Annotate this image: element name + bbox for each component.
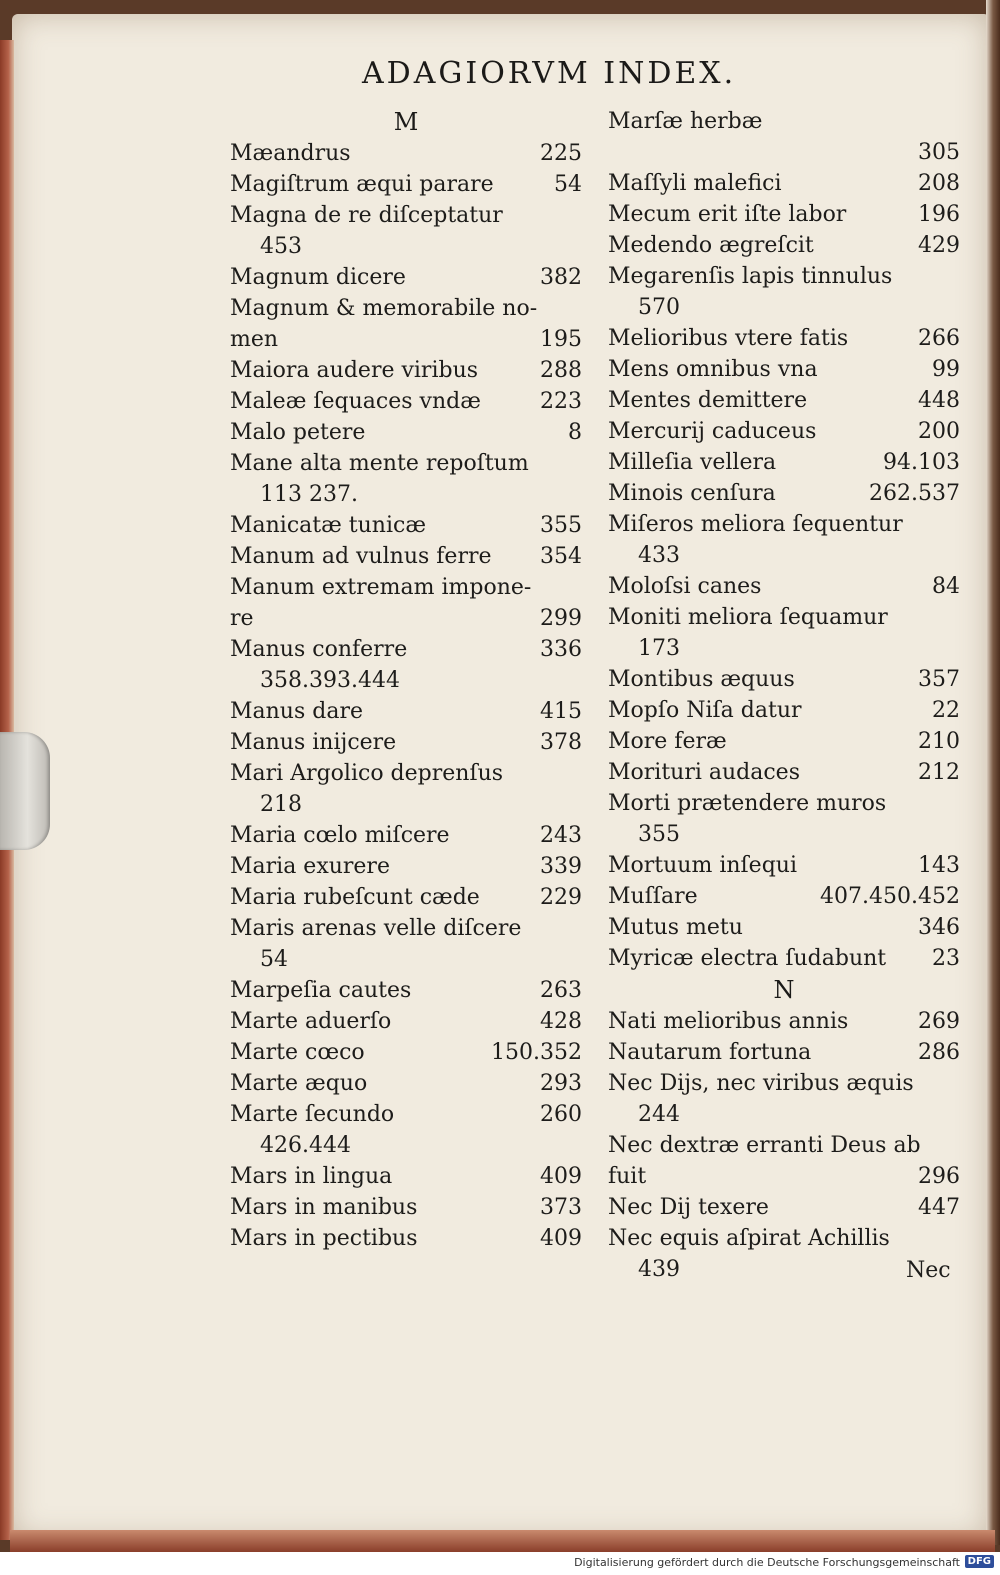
entry-continuation: 453 xyxy=(260,234,302,259)
entry-continuation: 244 xyxy=(638,1102,680,1127)
entry-page-number: 263 xyxy=(540,978,582,1003)
entry-page-number: 448 xyxy=(918,388,960,413)
entry-page-number: 212 xyxy=(918,760,960,785)
entry-term: Medendo ægreſcit xyxy=(608,233,814,258)
index-entry xyxy=(608,1130,960,1161)
index-entry xyxy=(608,230,960,261)
index-entry xyxy=(230,1099,582,1130)
index-entry xyxy=(230,603,582,634)
entry-term: Marte aduerſo xyxy=(230,1009,392,1034)
page-edge-right xyxy=(986,0,1000,1545)
entry-term: Mars in pectibus xyxy=(230,1226,418,1251)
index-entry xyxy=(230,1068,582,1099)
entry-term: Nec Dijs, nec viribus æquis xyxy=(608,1071,914,1096)
running-header: ADAGIORVM INDEX. xyxy=(362,56,737,91)
entry-page-number: 293 xyxy=(540,1071,582,1096)
entry-continuation: 54 xyxy=(260,947,288,972)
entry-term: Magna de re diſceptatur xyxy=(230,203,503,228)
entry-page-number: 409 xyxy=(540,1164,582,1189)
entry-term: Megarenſis lapis tinnulus xyxy=(608,264,893,289)
index-entry xyxy=(230,1161,582,1192)
entry-page-number: 429 xyxy=(918,233,960,258)
entry-term: Marte ſecundo xyxy=(230,1102,395,1127)
index-entry xyxy=(608,509,960,540)
entry-page-number: 229 xyxy=(540,885,582,910)
index-entry xyxy=(608,106,960,137)
index-entry xyxy=(230,851,582,882)
entry-page-number: 200 xyxy=(918,419,960,444)
index-entry xyxy=(608,1037,960,1068)
index-entry xyxy=(608,1006,960,1037)
entry-page-number: 269 xyxy=(918,1009,960,1034)
entry-page-number: 299 xyxy=(540,606,582,631)
entry-page-number: 196 xyxy=(918,202,960,227)
index-entry xyxy=(608,726,960,757)
entry-page-number: 415 xyxy=(540,699,582,724)
index-entry xyxy=(608,1068,960,1099)
book-clip xyxy=(0,732,50,850)
entry-term: Morituri audaces xyxy=(608,760,800,785)
entry-page-number: 262.537 xyxy=(869,481,960,506)
entry-term: Manus conferre xyxy=(230,637,408,662)
index-entry xyxy=(608,943,960,974)
entry-term: Marſæ herbæ xyxy=(608,109,763,134)
entry-term: Nec Dij texere xyxy=(608,1195,769,1220)
entry-page-number: 22 xyxy=(932,698,960,723)
entry-term: Mecum erit iſte labor xyxy=(608,202,847,227)
index-entry xyxy=(230,882,582,913)
entry-continuation: 570 xyxy=(638,295,680,320)
entry-continuation: 173 xyxy=(638,636,680,661)
index-entry xyxy=(230,324,582,355)
entry-term: Myricæ electra ſudabunt xyxy=(608,946,887,971)
entry-term: Montibus æquus xyxy=(608,667,795,692)
entry-term: Nati melioribus annis xyxy=(608,1009,849,1034)
index-entry xyxy=(608,1223,960,1254)
index-entry xyxy=(608,788,960,819)
entry-term: Manus inijcere xyxy=(230,730,397,755)
entry-term: fuit xyxy=(608,1164,647,1189)
index-entry xyxy=(608,695,960,726)
index-entry xyxy=(230,758,582,789)
entry-term: Mane alta mente repoſtum xyxy=(230,451,529,476)
entry-term: Mens omnibus vna xyxy=(608,357,818,382)
index-entry xyxy=(608,664,960,695)
entry-page-number: 354 xyxy=(540,544,582,569)
index-entry xyxy=(230,820,582,851)
entry-term: Marte æquo xyxy=(230,1071,368,1096)
entry-term: Moloſsi canes xyxy=(608,574,762,599)
entry-page-number: 143 xyxy=(918,853,960,878)
index-entry xyxy=(230,355,582,386)
entry-page-number: 195 xyxy=(540,327,582,352)
entry-page-number: 447 xyxy=(918,1195,960,1220)
index-column-left xyxy=(230,106,582,1254)
entry-page-number: 94.103 xyxy=(883,450,960,475)
entry-term: Maſſyli malefici xyxy=(608,171,782,196)
entry-page-number: 260 xyxy=(540,1102,582,1127)
entry-term: Magiſtrum æqui parare xyxy=(230,172,494,197)
entry-term: Marte cœco xyxy=(230,1040,365,1065)
entry-term: More feræ xyxy=(608,729,727,754)
entry-term: Maria exurere xyxy=(230,854,390,879)
entry-term: Maria rubeſcunt cæde xyxy=(230,885,480,910)
section-letter: N xyxy=(773,976,795,1004)
entry-continuation: 439 xyxy=(638,1257,680,1282)
entry-page-number: 84 xyxy=(932,574,960,599)
index-entry xyxy=(230,541,582,572)
section-letter: M xyxy=(393,108,419,136)
index-entry xyxy=(230,200,582,231)
entry-page-number: 210 xyxy=(918,729,960,754)
entry-page-number: 339 xyxy=(540,854,582,879)
index-entry xyxy=(608,323,960,354)
entry-term: Milleſia vellera xyxy=(608,450,777,475)
entry-page-number: 305 xyxy=(918,140,960,165)
entry-continuation: 113 237. xyxy=(260,482,358,507)
index-entry xyxy=(230,1006,582,1037)
entry-term: Muſſare xyxy=(608,884,698,909)
index-entry xyxy=(230,262,582,293)
entry-term: Nautarum fortuna xyxy=(608,1040,812,1065)
entry-term: men xyxy=(230,327,279,352)
entry-page-number: 336 xyxy=(540,637,582,662)
index-entry xyxy=(608,447,960,478)
index-entry xyxy=(230,1037,582,1068)
entry-continuation: 426.444 xyxy=(260,1133,351,1158)
entry-term: Mæandrus xyxy=(230,141,351,166)
index-entry xyxy=(230,975,582,1006)
entry-term: Nec dextræ erranti Deus ab xyxy=(608,1133,921,1158)
entry-term: Malo petere xyxy=(230,420,366,445)
entry-page-number: 296 xyxy=(918,1164,960,1189)
entry-page-number: 382 xyxy=(540,265,582,290)
entry-term: Mutus metu xyxy=(608,915,743,940)
entry-term: Nec equis aſpirat Achillis xyxy=(608,1226,890,1251)
index-column-right xyxy=(608,106,960,1285)
entry-term: Mars in lingua xyxy=(230,1164,393,1189)
index-entry xyxy=(608,385,960,416)
entry-page-number: 346 xyxy=(918,915,960,940)
entry-term: Mari Argolico deprenſus xyxy=(230,761,504,786)
index-entry xyxy=(608,354,960,385)
entry-term: Miſeros meliora ſequentur xyxy=(608,512,903,537)
index-entry xyxy=(608,757,960,788)
entry-page-number: 8 xyxy=(568,420,582,445)
entry-term: Mars in manibus xyxy=(230,1195,418,1220)
entry-page-number: 266 xyxy=(918,326,960,351)
entry-page-number: 223 xyxy=(540,389,582,414)
entry-page-number: 99 xyxy=(932,357,960,382)
index-entry xyxy=(608,912,960,943)
index-entry xyxy=(230,386,582,417)
index-entry xyxy=(230,510,582,541)
catchword: Nec xyxy=(906,1258,951,1283)
index-entry xyxy=(230,1223,582,1254)
index-entry xyxy=(608,261,960,292)
index-entry xyxy=(608,1161,960,1192)
entry-continuation: 358.393.444 xyxy=(260,668,400,693)
index-entry xyxy=(230,293,582,324)
entry-page-number: 243 xyxy=(540,823,582,848)
index-entry xyxy=(230,696,582,727)
entry-term: Melioribus vtere fatis xyxy=(608,326,849,351)
entry-term: Maris arenas velle diſcere xyxy=(230,916,522,941)
entry-page-number: 355 xyxy=(540,513,582,538)
entry-page-number: 373 xyxy=(540,1195,582,1220)
entry-continuation: 355 xyxy=(638,822,680,847)
entry-term: Manus dare xyxy=(230,699,363,724)
entry-page-number: 428 xyxy=(540,1009,582,1034)
entry-term: Minois cenſura xyxy=(608,481,776,506)
entry-term: Mopſo Niſa datur xyxy=(608,698,802,723)
entry-term: Magnum dicere xyxy=(230,265,406,290)
entry-continuation: 433 xyxy=(638,543,680,568)
entry-term: Morti prætendere muros xyxy=(608,791,887,816)
digitization-credit: Digitalisierung gefördert durch die Deutsche Forschungsgemeinschaft xyxy=(574,1556,960,1569)
index-entry xyxy=(608,881,960,912)
entry-term: Mortuum inſequi xyxy=(608,853,797,878)
entry-term: Mentes demittere xyxy=(608,388,808,413)
index-entry xyxy=(230,169,582,200)
index-entry xyxy=(608,168,960,199)
entry-page-number: 286 xyxy=(918,1040,960,1065)
index-entry xyxy=(608,478,960,509)
index-entry xyxy=(230,913,582,944)
entry-page-number: 288 xyxy=(540,358,582,383)
index-entry xyxy=(230,634,582,665)
entry-page-number: 54 xyxy=(554,172,582,197)
index-entry xyxy=(608,571,960,602)
entry-page-number: 409 xyxy=(540,1226,582,1251)
index-entry xyxy=(230,1192,582,1223)
entry-term: re xyxy=(230,606,254,631)
index-entry xyxy=(230,417,582,448)
index-entry xyxy=(608,1192,960,1223)
index-entry xyxy=(230,572,582,603)
index-entry xyxy=(608,199,960,230)
entry-page-number: 23 xyxy=(932,946,960,971)
entry-term: Manicatæ tunicæ xyxy=(230,513,427,538)
entry-term: Moniti meliora ſequamur xyxy=(608,605,888,630)
entry-page-number: 208 xyxy=(918,171,960,196)
entry-term: Marpeſia cautes xyxy=(230,978,412,1003)
dfg-logo: DFG xyxy=(965,1555,994,1568)
index-entry xyxy=(608,416,960,447)
index-entry xyxy=(230,138,582,169)
index-entry xyxy=(230,448,582,479)
index-entry xyxy=(230,727,582,758)
entry-term: Maria cœlo miſcere xyxy=(230,823,450,848)
index-entry xyxy=(608,850,960,881)
index-entry xyxy=(608,602,960,633)
entry-term: Manum ad vulnus ferre xyxy=(230,544,492,569)
entry-page-number: 378 xyxy=(540,730,582,755)
entry-term: Magnum & memorabile no- xyxy=(230,296,538,321)
entry-page-number: 150.352 xyxy=(491,1040,582,1065)
page-edge-bottom xyxy=(10,1530,995,1552)
entry-page-number: 225 xyxy=(540,141,582,166)
entry-term: Manum extremam impone- xyxy=(230,575,532,600)
entry-term: Mercurij caduceus xyxy=(608,419,817,444)
entry-continuation: 218 xyxy=(260,792,302,817)
entry-page-number: 357 xyxy=(918,667,960,692)
entry-term: Maiora audere viribus xyxy=(230,358,479,383)
entry-page-number: 407.450.452 xyxy=(820,884,960,909)
index-entry xyxy=(608,137,960,168)
entry-term: Maleæ ſequaces vndæ xyxy=(230,389,481,414)
